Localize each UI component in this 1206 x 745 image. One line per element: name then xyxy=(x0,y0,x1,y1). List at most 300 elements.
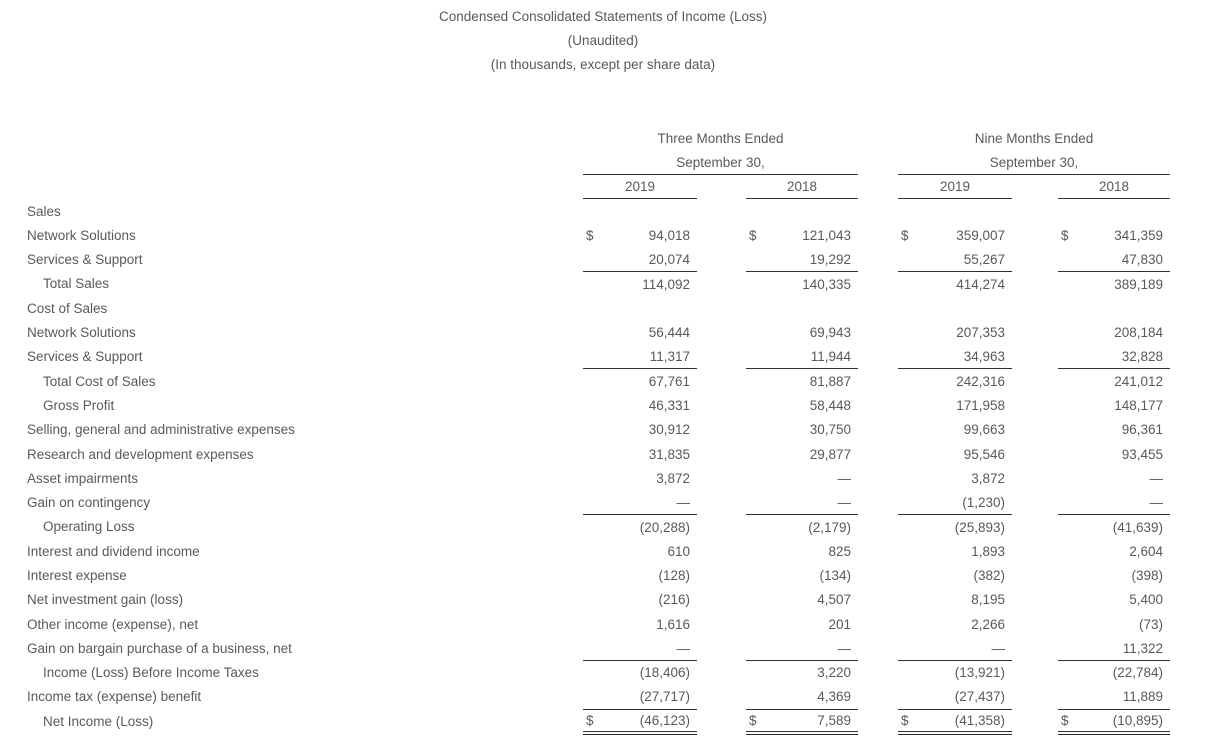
value-cell-content xyxy=(898,665,1012,680)
column-gap xyxy=(1012,442,1058,466)
value-text: — xyxy=(676,640,690,656)
value-cell xyxy=(898,685,1012,709)
value-cell-content xyxy=(746,617,858,632)
value-text: 341,359 xyxy=(1114,227,1163,243)
value-cell xyxy=(898,612,1012,636)
value-cell-content xyxy=(746,665,858,680)
value-cell xyxy=(746,661,858,685)
row-label: Sales xyxy=(27,203,61,219)
value-text: 5,400 xyxy=(1129,592,1163,608)
value-cell xyxy=(746,247,858,271)
document-subtitle-unaudited: (Unaudited) xyxy=(567,33,639,48)
value-cell xyxy=(583,272,697,296)
row-label: Income (Loss) Before Income Taxes xyxy=(43,665,259,681)
header-spacer xyxy=(697,175,746,199)
value-cell xyxy=(1058,539,1170,563)
value-cell-content xyxy=(583,277,697,292)
column-gap xyxy=(697,320,746,344)
column-gap xyxy=(1012,515,1058,539)
value-cell xyxy=(898,490,1012,514)
value-cell xyxy=(898,369,1012,393)
row-label: Gross Profit xyxy=(43,397,115,413)
year-header-row xyxy=(27,175,1170,199)
value-text: 7,589 xyxy=(817,713,851,729)
column-gap xyxy=(1012,563,1058,587)
value-cell-content xyxy=(583,495,697,510)
value-text: (13,921) xyxy=(954,665,1005,681)
table-row xyxy=(27,588,1170,612)
value-text: (398) xyxy=(1131,567,1163,583)
value-cell-content xyxy=(746,398,858,413)
value-cell xyxy=(1058,247,1170,271)
table-row xyxy=(27,539,1170,563)
column-gap xyxy=(858,199,898,223)
value-cell xyxy=(898,345,1012,369)
value-text: (20,288) xyxy=(639,519,690,535)
value-cell xyxy=(746,612,858,636)
value-cell-content xyxy=(898,641,1012,656)
value-cell xyxy=(1058,612,1170,636)
value-cell-content xyxy=(898,495,1012,510)
value-cell-content xyxy=(746,495,858,510)
value-cell xyxy=(746,199,858,223)
value-cell xyxy=(898,296,1012,320)
value-cell xyxy=(583,442,697,466)
value-cell-content xyxy=(898,617,1012,632)
row-label: Net Income (Loss) xyxy=(43,713,154,729)
column-gap xyxy=(858,466,898,490)
value-cell xyxy=(746,442,858,466)
dollar-sign: $ xyxy=(749,227,757,243)
column-gap xyxy=(858,563,898,587)
dollar-sign: $ xyxy=(749,713,757,729)
value-cell-content xyxy=(583,422,697,437)
value-text: (1,230) xyxy=(962,494,1005,510)
dollar-sign: $ xyxy=(586,227,594,243)
value-text: 8,195 xyxy=(971,592,1005,608)
column-gap xyxy=(858,539,898,563)
value-cell xyxy=(746,272,858,296)
year-header-3m-2018: 2018 xyxy=(746,175,858,199)
value-text: 11,322 xyxy=(1122,640,1163,656)
value-text: 30,912 xyxy=(648,422,690,438)
value-cell xyxy=(583,393,697,417)
dollar-sign: $ xyxy=(1061,227,1069,243)
value-text: 610 xyxy=(667,543,690,559)
value-cell-content xyxy=(1058,471,1170,486)
value-text: 2,266 xyxy=(971,616,1005,632)
value-cell-content xyxy=(746,374,858,389)
column-gap xyxy=(697,418,746,442)
value-text: 171,958 xyxy=(956,397,1005,413)
value-cell xyxy=(898,539,1012,563)
column-gap xyxy=(697,247,746,271)
value-cell-content xyxy=(898,374,1012,389)
column-gap xyxy=(1012,296,1058,320)
value-cell-content xyxy=(746,252,858,267)
value-cell-content xyxy=(583,689,697,704)
value-cell-content xyxy=(583,228,697,243)
date-header-row xyxy=(27,150,1170,174)
value-cell-content xyxy=(1058,592,1170,607)
value-text: 241,012 xyxy=(1114,373,1163,389)
value-cell xyxy=(1058,418,1170,442)
value-cell-content xyxy=(1058,228,1170,243)
value-cell-content xyxy=(583,641,697,656)
value-cell xyxy=(583,661,697,685)
value-cell-content xyxy=(1058,520,1170,535)
value-cell-content xyxy=(746,471,858,486)
value-cell-content xyxy=(746,325,858,340)
value-cell xyxy=(1058,685,1170,709)
table-row xyxy=(27,563,1170,587)
value-text: 69,943 xyxy=(809,325,851,341)
column-gap xyxy=(697,588,746,612)
value-cell xyxy=(746,636,858,660)
column-gap xyxy=(858,612,898,636)
value-cell-content xyxy=(1058,398,1170,413)
value-cell xyxy=(1058,320,1170,344)
column-gap xyxy=(697,466,746,490)
value-cell xyxy=(898,636,1012,660)
row-label: Gain on bargain purchase of a business, net xyxy=(27,640,292,656)
value-cell xyxy=(746,223,858,247)
table-row xyxy=(27,612,1170,636)
table-row xyxy=(27,661,1170,685)
value-cell xyxy=(746,466,858,490)
value-text: 55,267 xyxy=(963,251,1005,267)
year-header-3m-2019: 2019 xyxy=(583,175,697,199)
table-row xyxy=(27,685,1170,709)
value-cell-content xyxy=(746,447,858,462)
row-label: Cost of Sales xyxy=(27,300,108,316)
value-text: 207,353 xyxy=(956,325,1005,341)
value-text: 11,317 xyxy=(649,349,690,365)
row-label: Network Solutions xyxy=(27,325,136,341)
value-cell-content xyxy=(583,325,697,340)
document-subtitle-units: (In thousands, except per share data) xyxy=(490,57,716,72)
value-text: 389,189 xyxy=(1114,276,1163,292)
value-text: 58,448 xyxy=(809,397,851,413)
value-cell xyxy=(746,515,858,539)
value-cell-content xyxy=(1058,252,1170,267)
header-spacer xyxy=(858,175,898,199)
value-cell-content xyxy=(583,447,697,462)
column-gap xyxy=(697,661,746,685)
value-text: 93,455 xyxy=(1121,446,1163,462)
table-row xyxy=(27,709,1170,733)
value-text: (41,358) xyxy=(954,713,1005,729)
column-gap xyxy=(697,685,746,709)
table-row xyxy=(27,490,1170,514)
column-gap xyxy=(858,320,898,344)
column-gap xyxy=(697,539,746,563)
value-text: 359,007 xyxy=(956,227,1005,243)
value-cell xyxy=(1058,466,1170,490)
value-text: 11,944 xyxy=(810,349,851,365)
value-cell-content xyxy=(746,689,858,704)
value-cell-content xyxy=(1058,447,1170,462)
table-row xyxy=(27,442,1170,466)
column-gap xyxy=(858,247,898,271)
value-cell-content xyxy=(583,349,697,364)
value-text: (27,437) xyxy=(954,689,1005,705)
column-gap xyxy=(697,345,746,369)
value-text: 3,872 xyxy=(971,470,1005,486)
column-gap xyxy=(1012,661,1058,685)
column-gap xyxy=(1012,636,1058,660)
value-text: 1,893 xyxy=(971,543,1005,559)
value-cell xyxy=(898,320,1012,344)
column-gap xyxy=(697,612,746,636)
value-cell xyxy=(898,466,1012,490)
value-cell xyxy=(1058,369,1170,393)
value-cell xyxy=(898,247,1012,271)
value-cell-content xyxy=(583,665,697,680)
table-row xyxy=(27,418,1170,442)
column-gap xyxy=(858,709,898,733)
value-cell xyxy=(898,442,1012,466)
row-label: Total Sales xyxy=(43,276,110,292)
value-cell-content xyxy=(746,544,858,559)
value-cell xyxy=(898,563,1012,587)
income-statement-table xyxy=(27,126,1170,735)
value-cell xyxy=(1058,661,1170,685)
value-cell xyxy=(898,223,1012,247)
value-cell-content xyxy=(583,520,697,535)
value-cell xyxy=(746,345,858,369)
value-cell xyxy=(746,588,858,612)
value-text: 414,274 xyxy=(956,276,1005,292)
value-cell xyxy=(746,490,858,514)
value-cell xyxy=(583,466,697,490)
value-text: (128) xyxy=(658,567,690,583)
value-cell-content xyxy=(1058,641,1170,656)
value-cell xyxy=(1058,223,1170,247)
value-cell xyxy=(1058,345,1170,369)
value-cell-content xyxy=(746,228,858,243)
value-cell xyxy=(898,515,1012,539)
value-cell-content xyxy=(583,568,697,583)
year-header-9m-2019: 2019 xyxy=(898,175,1012,199)
value-cell xyxy=(898,709,1012,733)
period-header-nine-months: Nine Months Ended xyxy=(974,130,1094,146)
value-text: — xyxy=(991,640,1005,656)
row-label: Research and development expenses xyxy=(27,446,254,462)
column-gap xyxy=(1012,490,1058,514)
value-cell xyxy=(898,418,1012,442)
row-label: Services & Support xyxy=(27,252,143,268)
value-text: 242,316 xyxy=(956,373,1005,389)
value-cell-content xyxy=(898,349,1012,364)
value-cell-content xyxy=(583,398,697,413)
value-cell-content xyxy=(583,617,697,632)
column-gap xyxy=(1012,247,1058,271)
value-cell-content xyxy=(898,592,1012,607)
value-text: 81,887 xyxy=(809,373,851,389)
column-gap xyxy=(697,272,746,296)
value-cell-content xyxy=(746,520,858,535)
column-gap xyxy=(858,685,898,709)
value-cell xyxy=(898,661,1012,685)
value-cell-content xyxy=(1058,665,1170,680)
value-text: 140,335 xyxy=(802,276,851,292)
row-label: Network Solutions xyxy=(27,227,136,243)
column-gap xyxy=(1012,223,1058,247)
table-row xyxy=(27,223,1170,247)
column-gap xyxy=(697,515,746,539)
value-text: (22,784) xyxy=(1112,665,1163,681)
header-spacer xyxy=(1012,175,1058,199)
date-header-three-months: September 30, xyxy=(583,150,858,174)
value-cell xyxy=(583,199,697,223)
period-header-three-months: Three Months Ended xyxy=(657,130,784,146)
value-text: 208,184 xyxy=(1114,325,1163,341)
value-cell xyxy=(898,199,1012,223)
column-gap xyxy=(1012,369,1058,393)
column-gap xyxy=(697,442,746,466)
value-text: 148,177 xyxy=(1114,397,1163,413)
value-text: — xyxy=(1149,470,1163,486)
value-cell-content xyxy=(898,713,1012,728)
value-cell xyxy=(898,393,1012,417)
row-label: Asset impairments xyxy=(27,470,139,486)
value-cell xyxy=(583,345,697,369)
value-cell-content xyxy=(746,592,858,607)
value-cell-content xyxy=(898,422,1012,437)
value-text: — xyxy=(837,470,851,486)
row-label: Operating Loss xyxy=(43,519,135,535)
year-header-9m-2018: 2018 xyxy=(1058,175,1170,199)
value-text: (216) xyxy=(658,592,690,608)
value-cell-content xyxy=(1058,568,1170,583)
column-gap xyxy=(1012,393,1058,417)
value-text: 121,043 xyxy=(802,227,851,243)
value-cell-content xyxy=(746,349,858,364)
column-gap xyxy=(1012,539,1058,563)
row-label: Selling, general and administrative expenses xyxy=(27,422,295,438)
value-text: (73) xyxy=(1138,616,1163,632)
value-text: (27,717) xyxy=(639,689,690,705)
value-cell xyxy=(746,320,858,344)
column-gap xyxy=(858,661,898,685)
column-gap xyxy=(858,588,898,612)
value-cell-content xyxy=(583,374,697,389)
value-text: 30,750 xyxy=(809,422,851,438)
value-cell-content xyxy=(746,277,858,292)
value-cell xyxy=(583,709,697,733)
value-cell-content xyxy=(1058,495,1170,510)
row-label: Total Cost of Sales xyxy=(43,373,156,389)
value-text: — xyxy=(676,494,690,510)
header-spacer xyxy=(27,126,583,150)
table-row xyxy=(27,296,1170,320)
value-cell-content xyxy=(746,422,858,437)
value-cell xyxy=(583,223,697,247)
header-spacer xyxy=(858,126,898,150)
table-row xyxy=(27,199,1170,223)
column-gap xyxy=(858,490,898,514)
value-cell xyxy=(583,588,697,612)
value-cell xyxy=(746,418,858,442)
column-gap xyxy=(1012,588,1058,612)
value-cell xyxy=(583,296,697,320)
dollar-sign: $ xyxy=(901,227,909,243)
value-cell-content xyxy=(583,592,697,607)
value-text: (10,895) xyxy=(1112,713,1163,729)
row-label: Income tax (expense) benefit xyxy=(27,689,202,705)
value-text: 1,616 xyxy=(656,616,690,632)
value-cell xyxy=(583,563,697,587)
value-cell-content xyxy=(583,544,697,559)
value-cell xyxy=(1058,709,1170,733)
table-row xyxy=(27,369,1170,393)
table-row xyxy=(27,466,1170,490)
value-cell-content xyxy=(898,252,1012,267)
value-cell-content xyxy=(898,471,1012,486)
column-gap xyxy=(697,393,746,417)
value-text: 29,877 xyxy=(809,446,851,462)
value-text: 46,331 xyxy=(648,397,690,413)
date-header-nine-months: September 30, xyxy=(898,150,1170,174)
value-text: 56,444 xyxy=(648,325,690,341)
value-cell-content xyxy=(898,520,1012,535)
column-gap xyxy=(1012,199,1058,223)
value-text: 11,889 xyxy=(1122,689,1163,705)
dollar-sign: $ xyxy=(1061,713,1069,729)
value-cell xyxy=(583,636,697,660)
value-text: 99,663 xyxy=(963,422,1005,438)
value-cell xyxy=(746,393,858,417)
value-cell-content xyxy=(1058,349,1170,364)
value-cell xyxy=(583,539,697,563)
header-spacer xyxy=(27,175,583,199)
column-gap xyxy=(858,393,898,417)
value-text: (46,123) xyxy=(639,713,690,729)
value-cell xyxy=(1058,490,1170,514)
column-gap xyxy=(858,345,898,369)
row-label: Interest expense xyxy=(27,567,127,583)
column-gap xyxy=(858,296,898,320)
value-text: 2,604 xyxy=(1129,543,1163,559)
column-gap xyxy=(697,709,746,733)
value-cell-content xyxy=(898,228,1012,243)
row-label: Net investment gain (loss) xyxy=(27,592,184,608)
row-label: Other income (expense), net xyxy=(27,616,199,632)
value-cell-content xyxy=(1058,617,1170,632)
value-text: 825 xyxy=(828,543,851,559)
header-spacer xyxy=(27,150,583,174)
column-gap xyxy=(1012,709,1058,733)
value-text: 20,074 xyxy=(648,251,690,267)
value-cell-content xyxy=(583,471,697,486)
value-text: (382) xyxy=(973,567,1005,583)
column-gap xyxy=(858,418,898,442)
value-text: 96,361 xyxy=(1121,422,1163,438)
value-cell xyxy=(583,247,697,271)
value-cell-content xyxy=(898,447,1012,462)
value-text: 95,546 xyxy=(963,446,1005,462)
column-gap xyxy=(1012,685,1058,709)
value-cell xyxy=(583,685,697,709)
column-gap xyxy=(858,369,898,393)
value-text: 3,872 xyxy=(656,470,690,486)
value-text: 34,963 xyxy=(963,349,1005,365)
table-row xyxy=(27,247,1170,271)
value-text: (18,406) xyxy=(639,665,690,681)
column-gap xyxy=(1012,612,1058,636)
value-cell-content xyxy=(898,544,1012,559)
